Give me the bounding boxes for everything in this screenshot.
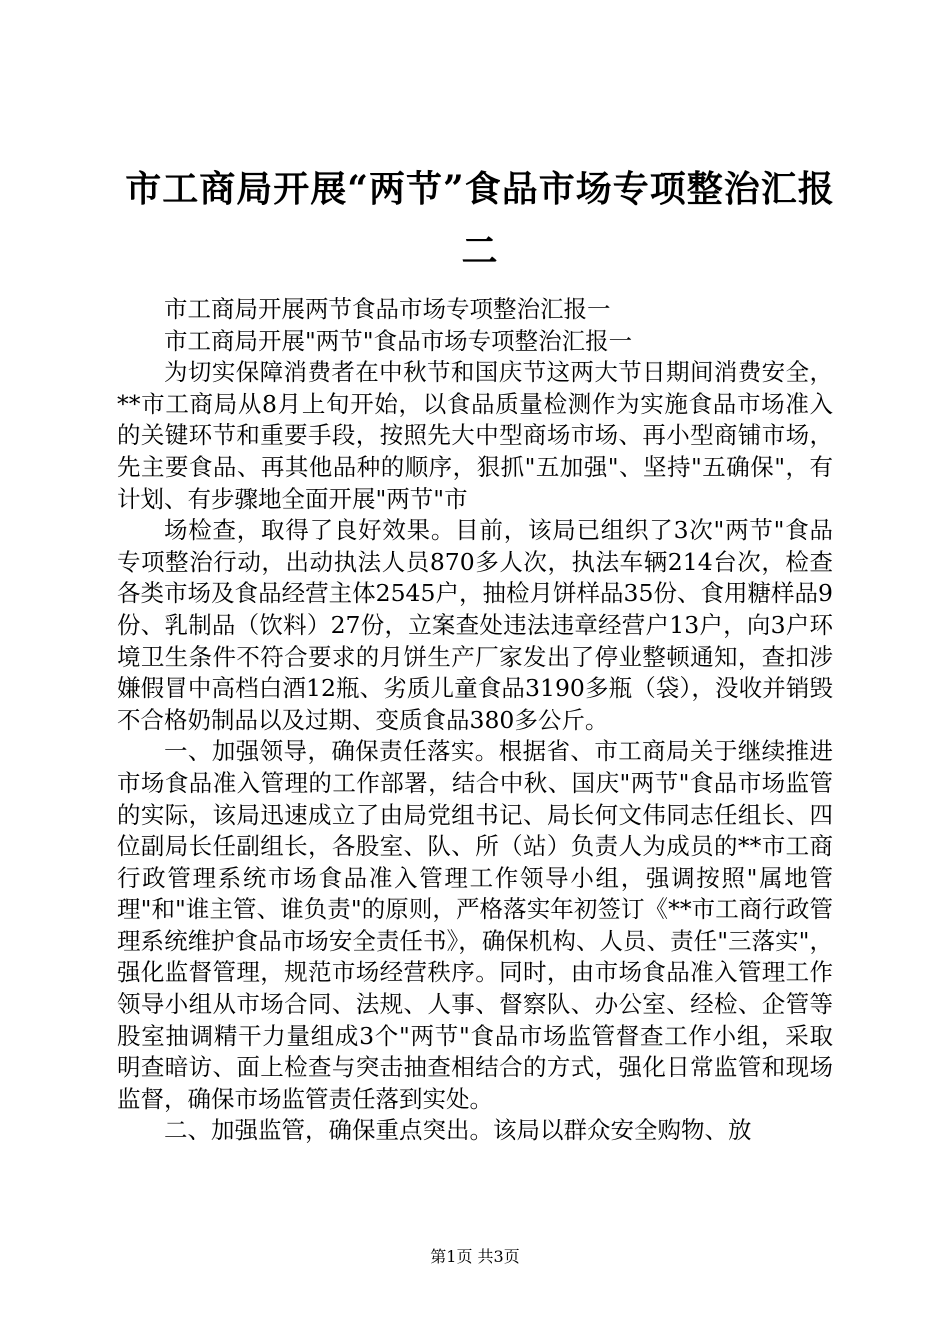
paragraph: 一、加强领导，确保责任落实。根据省、市工商局关于继续推进市场食品准入管理的工作部署，结合中秋、国庆"两节"食品市场监管的实际，该局迅速成立了由局党组书记、局长何文伟同志任组长、四位副局长任副组长，各股室、队、所（站）负责人为成员的**市工商行政管理系统市场食品准入管理工作领导小组，强调按照"属地管理"和"谁主管、谁负责"的原则，严格落实年初签订《**市工商行政管理系统维护食品市场安全责任书》，确保机构、人员、责任"三落实"，强化监督管理，规范市场经营秩序。同时，由市场食品准入管理工作领导小组从市场合同、法规、人事、督察队、办公室、经检、企管等股室抽调精干力量组成3个"两节"食品市场监管督查工作小组，采取明查暗访、面上检查与突击抽查相结合的方式，强化日常监管和现场监督，确保市场监管责任落到实处。 — [117, 737, 833, 1113]
document-body — [117, 294, 833, 1147]
paragraph: 市工商局开展两节食品市场专项整治汇报一 — [164, 295, 611, 323]
paragraph: 二、加强监管，确保重点突出。该局以群众安全购物、放 — [164, 1116, 752, 1145]
document-title: 市工商局开展“两节”食品市场专项整治汇报二 — [125, 168, 835, 272]
paragraph: 为切实保障消费者在中秋节和国庆节这两大节日期间消费安全，**市工商局从8月上旬开始，以食品质量检测作为实施食品市场准入的关键环节和重要手段，按照先大中型商场市场、再小型商铺市场，先主要食品、再其他品种的顺序，狠抓"五加强"、坚持"五确保"，有计划、有步骤地全面开展"两节"市 — [117, 358, 833, 513]
paragraph: 场检查，取得了良好效果。目前，该局已组织了3次"两节"食品专项整治行动，出动执法人员870多人次，执法车辆214台次，检查各类市场及食品经营主体2545户，抽检月饼样品35份、食用糖样品9份、乳制品（饮料）27份，立案查处违法违章经营户13户，向3户环境卫生条件不符合要求的月饼生产厂家发出了停业整顿通知，查扣涉嫌假冒中高档白酒12瓶、劣质儿童食品3190多瓶（袋），没收并销毁不合格奶制品以及过期、变质食品380多公斤。 — [117, 516, 833, 734]
page-number-footer: 第1页 共3页 — [430, 1247, 520, 1266]
paragraph: 市工商局开展"两节"食品市场专项整治汇报一 — [164, 326, 633, 355]
